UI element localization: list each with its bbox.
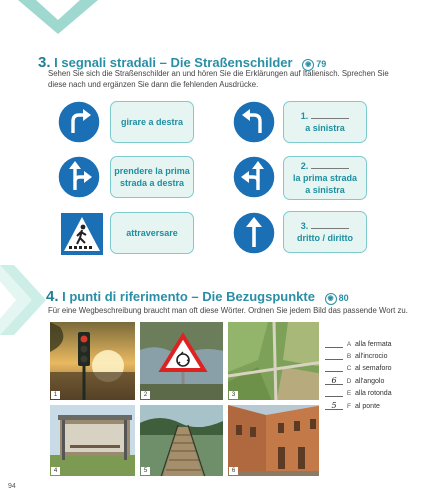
blank-number: 1. (300, 111, 309, 121)
answer-row (325, 350, 435, 362)
answer-letter: F (347, 402, 351, 410)
photo-street-corner (226, 403, 321, 478)
answer-row (325, 338, 435, 350)
answer-letter: B (346, 353, 352, 361)
fill-in-blank[interactable] (311, 111, 349, 119)
card-text: a sinistra (305, 123, 345, 133)
blank-number: 3. (300, 221, 309, 231)
straight-ahead-sign-icon (232, 211, 276, 255)
vocab-card-6 (283, 211, 367, 253)
answer-row (325, 400, 435, 412)
photo-number: 3 (229, 391, 238, 399)
fill-in-blank[interactable] (311, 221, 349, 229)
section-title-text: I punti di riferimento – Die Bezugspunkte (62, 289, 315, 304)
section-number: 3. (38, 54, 51, 71)
answer-row (325, 388, 435, 400)
photo-number: 1 (51, 391, 60, 399)
answer-blank[interactable]: 5 (325, 403, 343, 410)
audio-cd-icon[interactable]: ◉ (325, 293, 337, 305)
photo-crossroads (226, 320, 321, 402)
photo-traffic-light (48, 320, 137, 402)
vocab-card-5 (110, 212, 194, 254)
photo-number: 5 (141, 467, 150, 475)
straight-or-right-sign-icon (57, 155, 101, 199)
chevron-decoration-icon (18, 0, 98, 34)
answer-text: al semaforo (355, 365, 392, 373)
answer-blank[interactable] (325, 365, 343, 372)
vocab-card-1 (110, 101, 194, 143)
answer-text: all'angolo (355, 377, 385, 385)
section-number: 4. (46, 288, 59, 305)
answer-letter: D (346, 377, 352, 385)
section-3-instructions: Sehen Sie sich die Straßenschilder an und hören Sie die Erklärungen auf Italienisch. Sprechen Sie diese nach und ergänzen Sie dann die fehlenden Ausdrücke. (48, 69, 389, 89)
card-text: girare a destra (120, 117, 184, 127)
photo-number: 2 (141, 391, 150, 399)
answer-blank[interactable] (325, 341, 343, 348)
photo-roundabout (138, 320, 225, 402)
card-text: dritto / diritto (297, 233, 353, 243)
section-4-instructions: Für eine Wegbeschreibung braucht man oft diese Wörter. Ordnen Sie jedem Bild das passende Wort zu. (48, 306, 408, 315)
photo-number: 4 (51, 467, 60, 475)
photo-bridge (138, 403, 225, 478)
track-number: 79 (316, 59, 327, 69)
answer-letter: A (346, 340, 352, 348)
answer-text: alla rotonda (355, 390, 392, 398)
answer-row (325, 363, 435, 375)
answer-text: al ponte (355, 402, 380, 410)
answer-blank[interactable]: 6 (325, 378, 343, 385)
pedestrian-crossing-sign-icon (60, 212, 104, 256)
fill-in-blank[interactable] (311, 161, 349, 169)
chevron-decoration-icon (0, 265, 46, 335)
card-text: prendere la prima (114, 166, 190, 176)
straight-or-left-sign-icon (232, 155, 276, 199)
track-number: 80 (338, 293, 349, 303)
vocab-card-3 (110, 156, 194, 198)
page-number: 94 (8, 483, 16, 490)
card-text: strada a destra (119, 178, 185, 188)
answer-letter: E (346, 390, 352, 398)
vocab-card-2 (283, 101, 367, 143)
vocab-card-4 (283, 156, 367, 200)
audio-cd-icon[interactable]: ◉ (302, 59, 314, 71)
answer-text: alla fermata (355, 340, 392, 348)
blank-number: 2. (300, 161, 309, 171)
turn-left-sign-icon (232, 100, 276, 144)
answer-row (325, 375, 435, 387)
card-text: attraversare (126, 228, 178, 238)
card-text: la prima strada (292, 173, 358, 183)
matching-answer-list (325, 338, 435, 412)
card-text: a sinistra (305, 185, 345, 195)
answer-text: all'incrocio (355, 353, 388, 361)
answer-blank[interactable] (325, 390, 343, 397)
photo-bus-stop (48, 403, 137, 478)
section-title-text: I segnali stradali – Die Straßenschilder (54, 55, 293, 70)
photo-number: 6 (229, 467, 238, 475)
section-4-title (46, 288, 349, 305)
answer-letter: C (346, 365, 352, 373)
turn-right-sign-icon (57, 100, 101, 144)
answer-blank[interactable] (325, 353, 343, 360)
